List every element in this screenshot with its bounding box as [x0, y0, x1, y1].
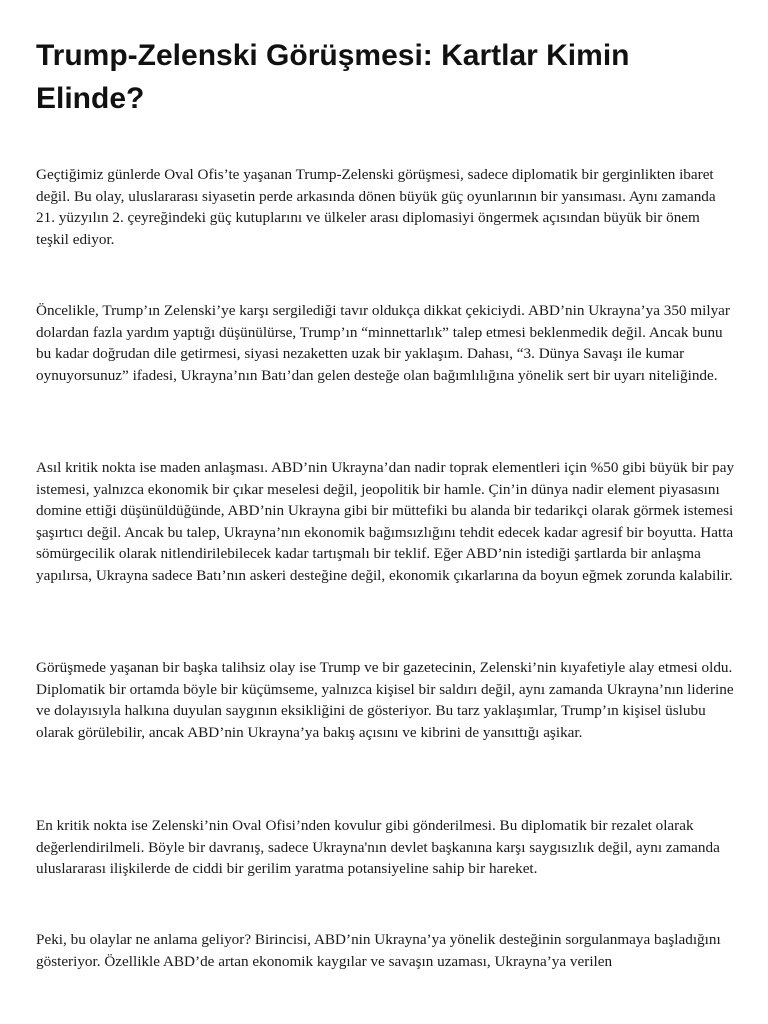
article-title: Trump-Zelenski Görüşmesi: Kartlar Kimin Elinde?: [36, 39, 630, 115]
paragraph-clothing-mockery: Görüşmede yaşanan bir başka talihsiz olay ise Trump ve bir gazetecinin, Zelenski’nin kıyafetiyle alay etmesi oldu. Diplomatik bir ortamda böyle bir küçümseme, yalnızca kişisel bir saldırı değil, aynı zamanda Ukrayna’nın liderine ve dolayısıyla halkına duyulan saygının eksikliğini de gösteriyor. Bu tarz yaklaşımlar, Trump’ın kişisel üslubu olarak görülebilir, ancak ABD’nin Ukrayna’ya bakış açısını ve kibrini de yansıttığı aşikar.: [36, 659, 734, 741]
paragraph-trump-attitude: Öncelikle, Trump’ın Zelenski’ye karşı sergilediği tavır oldukça dikkat çekiciydi. ABD’nin Ukrayna’ya 350 milyar dolardan fazla yardım yaptığı düşünülürse, Trump’ın “minnettarlık” talep etmesi beklenmedik değil. Ancak bunu bu kadar doğrudan dile getirmesi, siyasi nezaketten uzak bir yaklaşım. Dahası, “3. Dünya Savaşı ile kumar oynuyorsunuz” ifadesi, Ukrayna’nın Batı’dan gelen desteğe olan bağımlılığına yönelik sert bir uyarı niteliğinde.: [36, 302, 730, 384]
article: [36, 0, 736, 970]
paragraph-oval-office-exit: En kritik nokta ise Zelenski’nin Oval Ofisi’nden kovulur gibi gönderilmesi. Bu diplomatik bir rezalet olarak değerlendirilmeli. Böyle bir davranış, sadece Ukrayna'nın devlet başkanına karşı saygısızlık değil, aynı zamanda uluslararası ilişkilerde de ciddi bir gerilim yaratma potansiyeline sahip bir hareket.: [36, 817, 720, 877]
paragraph-intro: Geçtiğimiz günlerde Oval Ofis’te yaşanan Trump-Zelenski görüşmesi, sadece diplomatik bir gerginlikten ibaret değil. Bu olay, uluslararası siyasetin perde arkasında dönen büyük güç oyunlarının bir yansıması. Aynı zamanda 21. yüzyılın 2. çeyreğindeki güç kutuplarını ve ülkeler arası diplomasiyi öngermek açısından büyük bir önem teşkil ediyor.: [36, 166, 716, 248]
paragraph-meaning: Peki, bu olaylar ne anlama geliyor? Birincisi, ABD’nin Ukrayna’ya yönelik desteğinin sorgulanmaya başladığını gösteriyor. Özellikle ABD’de artan ekonomik kaygılar ve savaşın uzaması, Ukrayna’ya verilen: [36, 931, 721, 970]
paragraph-mining-deal: Asıl kritik nokta ise maden anlaşması. ABD’nin Ukrayna’dan nadir toprak elementleri için %50 gibi büyük bir pay istemesi, yalnızca ekonomik bir çıkar meselesi değil, jeopolitik bir hamle. Çin’in dünya nadir element piyasasını domine ettiği düşünüldüğünde, ABD’nin Ukrayna gibi bir müttefiki bu alanda bir tedarikçi olarak görmek istemesi şaşırtıcı değil. Ancak bu talep, Ukrayna’nın ekonomik bağımsızlığını tehdit edecek kadar agresif bir boyutta. Hatta sömürgecilik olarak nitlendirilebilecek kadar tartışmalı bir teklif. Eğer ABD’nin istediği şartlarda bir anlaşma yapılırsa, Ukrayna sadece Batı’nın askeri desteğine değil, ekonomik çıkarlarına da boyun eğmek zorunda kalabilir.: [36, 459, 735, 584]
